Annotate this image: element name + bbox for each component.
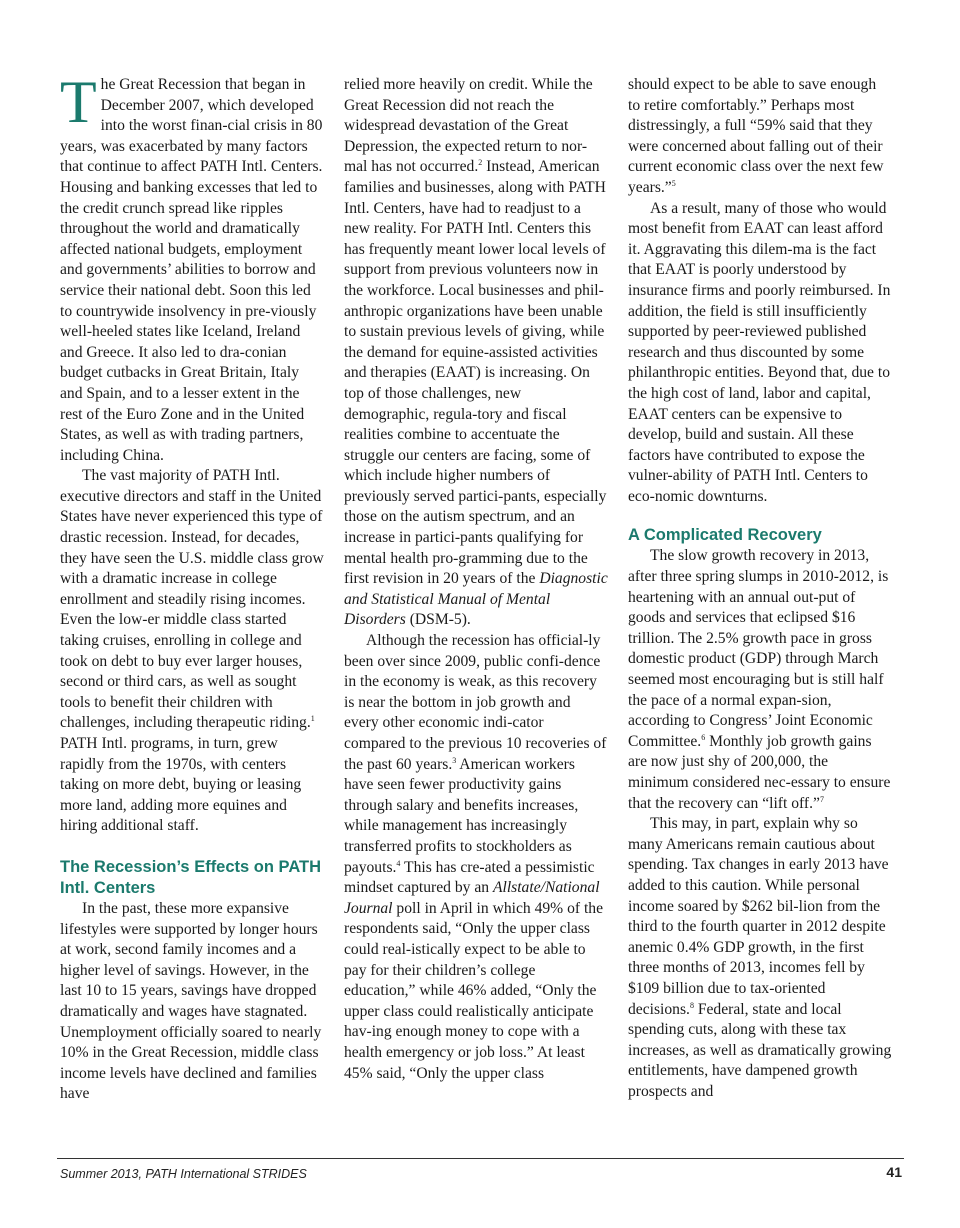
text: Federal, state and local spending cuts, along with these tax increases, as well as dramatically growing entitlements, have dampened growth prospects and: [628, 1000, 892, 1100]
footnote-ref: 1: [310, 714, 315, 724]
text: The vast majority of PATH Intl. executive directors and staff in the United States have never experienced this type of drastic recession. Instead, for decades, they have seen the U.S. middle class grow with a dramatic increase in college enrollment and steadily rising incomes. Even the low-er middle class started taking cruises, enrolling in college and took on debt to buy ever larger houses, second or third cars, as well as sought tools to benefit their children with challenges, including therapeutic riding.: [60, 467, 324, 732]
footnote-ref: 8: [689, 1000, 694, 1010]
drop-cap: T: [60, 69, 97, 135]
text: he Great Recession that began in December 2007, which developed into the worst finan-cial crisis in 80 years, was exacerbated by many factors that continue to affect PATH Intl. Centers. Housing and banking excesses that led to the credit crunch spread like ripples throughout the world and dramatically affected national budgets, employment and governments’ abilities to borrow and service their national debt. Soon this led to countrywide insolvency in pre-viously well-heeled states like Iceland, Ireland and Greece. It also led to dra-conian budget cutbacks in Great Britain, Italy and Spain, and to a lesser extent in the rest of the Euro Zone and in the United States, as well as with trading partners, including China.: [60, 76, 323, 464]
text: This may, in part, explain why so many Americans remain cautious about spending. Tax changes in early 2013 have added to this caution. While personal income soared by $262 bil-lion from the third to the fourth quarter in 2012 despite anemic 0.4% GDP growth, in the first three months of 2013, incomes fell by $109 billion due to tax-oriented decisions.: [628, 815, 889, 1018]
page-number: 41: [886, 1164, 902, 1180]
paragraph: [628, 75, 892, 199]
text: Monthly job growth gains are now just shy of 200,000, the minimum considered nec-essary to ensure that the recovery can “lift off.”: [628, 732, 891, 812]
text: relied more heavily on credit. While the Great Recession did not reach the widespread devastation of the Great Depression, the expected return to nor-mal has not occurred.: [344, 76, 593, 176]
paragraph: [60, 466, 324, 837]
text: This has cre-ated a pessimistic mindset captured by an: [344, 858, 595, 897]
text: Although the recession has official-ly been over since 2009, public confi-dence in the economy is weak, as this recovery is near the bottom in job growth and every other economic indi-cator compared to the previous 10 recoveries of the past 60 years.: [344, 632, 607, 773]
footnote-ref: 5: [671, 178, 676, 188]
paragraph: [344, 75, 608, 631]
column-2: [344, 75, 608, 1084]
section-heading-recession-effects: The Recession’s Effects on PATH Intl. Centers: [60, 857, 322, 897]
italic-title: Diagnostic and Statistical Manual of Mental Disorders: [344, 570, 608, 629]
footer-publication: Summer 2013, PATH International STRIDES: [60, 1167, 307, 1181]
paragraph: [60, 69, 324, 466]
column-1: [60, 69, 324, 1105]
footnote-ref: 3: [452, 755, 457, 765]
paragraph: [60, 899, 324, 1105]
paragraph: [344, 631, 608, 1084]
section-heading-complicated-recovery: A Complicated Recovery: [628, 526, 822, 545]
text: The slow growth recovery in 2013, after three spring slumps in 2010-2012, is heartening with an annual out-put of goods and services that eclipsed $16 trillion. The 2.5% growth pace in gross domestic product (GDP) through March seemed most encouraging but is still half the pace of a normal expan-sion, according to Congress’ Joint Economic Committee.: [628, 547, 889, 750]
text: (DSM-5).: [405, 611, 471, 629]
footnote-ref: 7: [819, 794, 824, 804]
text: should expect to be able to save enough to retire comfortably.” Perhaps most distressingly, a full “59% said that they were concerned about falling out of their current economic class over the next few years.”: [628, 76, 884, 196]
paragraph: [628, 814, 892, 1102]
text: PATH Intl. programs, in turn, grew rapidly from the 1970s, with centers taking on more debt, buying or leasing more land, adding more equines and hiring additional staff.: [60, 735, 302, 835]
text: Instead, American families and businesses, along with PATH Intl. Centers, have had to readjust to a new reality. For PATH Intl. Centers this has frequently meant lower local levels of support from previous volunteers now in the workforce. Local businesses and phil-anthropic organizations have been unable to sustain previous levels of giving, while the demand for equine-assisted activities and therapies (EAAT) is increasing. On top of those challenges, new demographic, regula-tory and fiscal realities combine to accentuate the struggle our centers are facing, some of which include higher numbers of previously served partici-pants, especially those on the autism spectrum, and an increase in partici-pants qualifying for mental health pro-gramming due to the first revision in 20 years of the: [344, 158, 607, 588]
footnote-ref: 2: [478, 158, 483, 168]
footnote-ref: 4: [396, 858, 401, 868]
footnote-ref: 6: [701, 732, 706, 742]
text: In the past, these more expansive lifestyles were supported by longer hours at work, second family incomes and a higher level of savings. However, in the last 10 to 15 years, savings have dropped dramatically and wages have stagnated. Unemployment officially soared to nearly 10% in the Great Recession, middle class income levels have declined and families have: [60, 899, 322, 1103]
text: As a result, many of those who would most benefit from EAAT can least afford it. Aggravating this dilem-ma is the fact that EAAT is poorly understood by insurance firms and poorly reimbursed. In addition, the field is still insufficiently supported by peer-reviewed published research and thus discounted by some philanthropic entities. Beyond that, due to the high cost of land, labor and capital, EAAT centers can be expensive to develop, build and sustain. All these factors have contributed to expose the vulner-ability of PATH Intl. Centers to eco-nomic downturns.: [628, 199, 891, 505]
paragraph: [628, 199, 892, 508]
text: American workers have seen fewer productivity gains through salary and benefits increases, while management has increasingly transferred profits to stockholders as payouts.: [344, 755, 579, 876]
column-3: [628, 75, 892, 1103]
text: poll in April in which 49% of the respondents said, “Only the upper class could real-istically expect to be able to pay for their children’s college education,” while 46% added, “Only the upper class could realistically anticipate hav-ing enough money to cope with a health emergency or job loss.” At least 45% said, “Only the upper class: [344, 899, 604, 1082]
footer-divider: [57, 1158, 904, 1159]
paragraph: [628, 546, 892, 814]
italic-title: Allstate/National Journal: [344, 879, 600, 917]
